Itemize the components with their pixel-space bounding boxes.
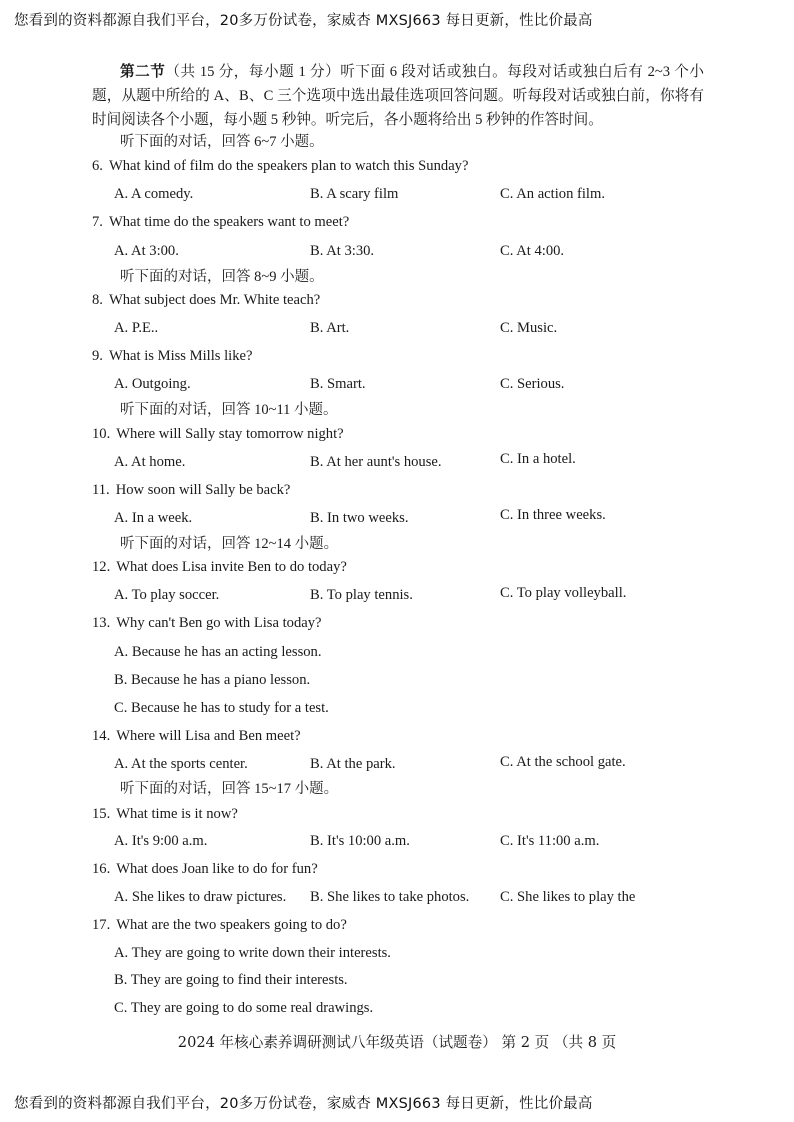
question-number: 12. xyxy=(92,559,111,575)
option-c: C. At the school gate. xyxy=(500,754,626,770)
question-text: How soon will Sally be back? xyxy=(115,482,291,498)
option-c: C. In three weeks. xyxy=(500,507,606,523)
question-text: What are the two speakers going to do? xyxy=(116,917,347,933)
option-a: A. At 3:00. xyxy=(114,243,179,259)
option-c: C. An action film. xyxy=(500,186,605,202)
question-stem xyxy=(92,482,290,499)
option-c: C. Music. xyxy=(500,320,558,336)
question-number: 11. xyxy=(92,482,110,498)
option-a: A. It's 9:00 a.m. xyxy=(114,833,208,849)
option-b: B. Smart. xyxy=(310,376,366,392)
bottom-banner: 您看到的资料都源自我们平台，20多万份试卷，家威杏 MXSJ663 每日更新，性比价最高 xyxy=(14,1096,593,1112)
question-text: What time is it now? xyxy=(116,806,238,822)
question-stem xyxy=(92,559,347,576)
listen-note: 听下面的对话，回答 6~7 小题。 xyxy=(120,134,324,150)
question-stem xyxy=(92,728,301,745)
option-a: A. Outgoing. xyxy=(114,376,191,392)
option-b: B. She likes to take photos. xyxy=(310,889,470,905)
question-text: What kind of film do the speakers plan to watch this Sunday? xyxy=(108,158,469,174)
question-stem xyxy=(92,158,468,175)
listen-note: 听下面的对话，回答 10~11 小题。 xyxy=(120,402,338,418)
question-number: 10. xyxy=(92,426,111,442)
option-c: C. It's 11:00 a.m. xyxy=(500,833,600,849)
section-title: 第二节 xyxy=(120,64,166,80)
option-a: A. To play soccer. xyxy=(114,587,220,603)
option-b: B. At 3:30. xyxy=(310,243,375,259)
option-b: B. At the park. xyxy=(310,756,396,772)
page-footer: 2024 年核心素养调研测试八年级英语（试题卷） 第 2 页 （共 8 页 xyxy=(177,1034,617,1051)
question-text: What is Miss Mills like? xyxy=(108,348,253,364)
question-number: 6. xyxy=(92,158,103,174)
option-c: C. At 4:00. xyxy=(500,243,565,259)
question-text: Where will Lisa and Ben meet? xyxy=(116,728,301,744)
question-text: What does Joan like to do for fun? xyxy=(116,861,318,877)
option-a: A. A comedy. xyxy=(114,186,194,202)
option-b: B. They are going to find their interests. xyxy=(114,972,348,988)
question-stem xyxy=(92,348,252,365)
question-number: 16. xyxy=(92,861,111,877)
option-b: B. At her aunt's house. xyxy=(310,454,442,470)
option-c: C. Because he has to study for a test. xyxy=(114,700,329,716)
question-text: What subject does Mr. White teach? xyxy=(108,292,321,308)
option-c: C. To play volleyball. xyxy=(500,585,627,601)
option-b: B. To play tennis. xyxy=(310,587,413,603)
question-stem xyxy=(92,806,238,823)
option-a: A. P.E.. xyxy=(114,320,159,336)
question-number: 8. xyxy=(92,292,103,308)
option-b: B. It's 10:00 a.m. xyxy=(310,833,410,849)
option-c: C. They are going to do some real drawings. xyxy=(114,1000,374,1016)
question-text: Why can't Ben go with Lisa today? xyxy=(116,615,322,631)
question-number: 13. xyxy=(92,615,111,631)
question-stem xyxy=(92,292,320,309)
option-a: A. At the sports center. xyxy=(114,756,248,772)
option-c: C. Serious. xyxy=(500,376,565,392)
option-b: B. Art. xyxy=(310,320,350,336)
option-c: C. She likes to play the xyxy=(500,889,636,905)
question-number: 14. xyxy=(92,728,111,744)
top-banner: 您看到的资料都源自我们平台，20多万份试卷，家威杏 MXSJ663 每日更新，性比价最高 xyxy=(14,13,593,29)
option-b: B. A scary film xyxy=(310,186,399,202)
section-text: （共 15 分，每小题 1 分）听下面 6 段对话或独白。每段对话或独白后有 2~3 个小题，从题中所给的 A、B、C 三个选项中选出最佳选项回答问题。听每段对话或独白前，你将有时间阅读各个小题，每小题 5 秒钟。听完后，各小题将给出 5 秒钟的作答时间。 xyxy=(92,64,704,128)
question-stem xyxy=(92,214,349,231)
option-a: A. At home. xyxy=(114,454,186,470)
option-a: A. Because he has an acting lesson. xyxy=(114,644,322,660)
section-intro xyxy=(92,60,704,132)
question-number: 9. xyxy=(92,348,103,364)
section-instructions xyxy=(92,60,704,132)
question-number: 17. xyxy=(92,917,111,933)
option-a: A. She likes to draw pictures. xyxy=(114,889,287,905)
option-c: C. In a hotel. xyxy=(500,451,576,467)
question-stem xyxy=(92,861,318,878)
option-a: A. They are going to write down their interests. xyxy=(114,945,391,961)
question-stem xyxy=(92,917,347,934)
question-stem xyxy=(92,426,344,443)
question-text: What time do the speakers want to meet? xyxy=(108,214,350,230)
listen-note: 听下面的对话，回答 15~17 小题。 xyxy=(120,781,339,797)
option-b: B. Because he has a piano lesson. xyxy=(114,672,311,688)
question-text: What does Lisa invite Ben to do today? xyxy=(116,559,347,575)
option-b: B. In two weeks. xyxy=(310,510,409,526)
question-stem xyxy=(92,615,322,632)
question-number: 15. xyxy=(92,806,111,822)
question-number: 7. xyxy=(92,214,103,230)
question-text: Where will Sally stay tomorrow night? xyxy=(116,426,344,442)
option-a: A. In a week. xyxy=(114,510,193,526)
listen-note: 听下面的对话，回答 12~14 小题。 xyxy=(120,536,339,552)
listen-note: 听下面的对话，回答 8~9 小题。 xyxy=(120,269,324,285)
